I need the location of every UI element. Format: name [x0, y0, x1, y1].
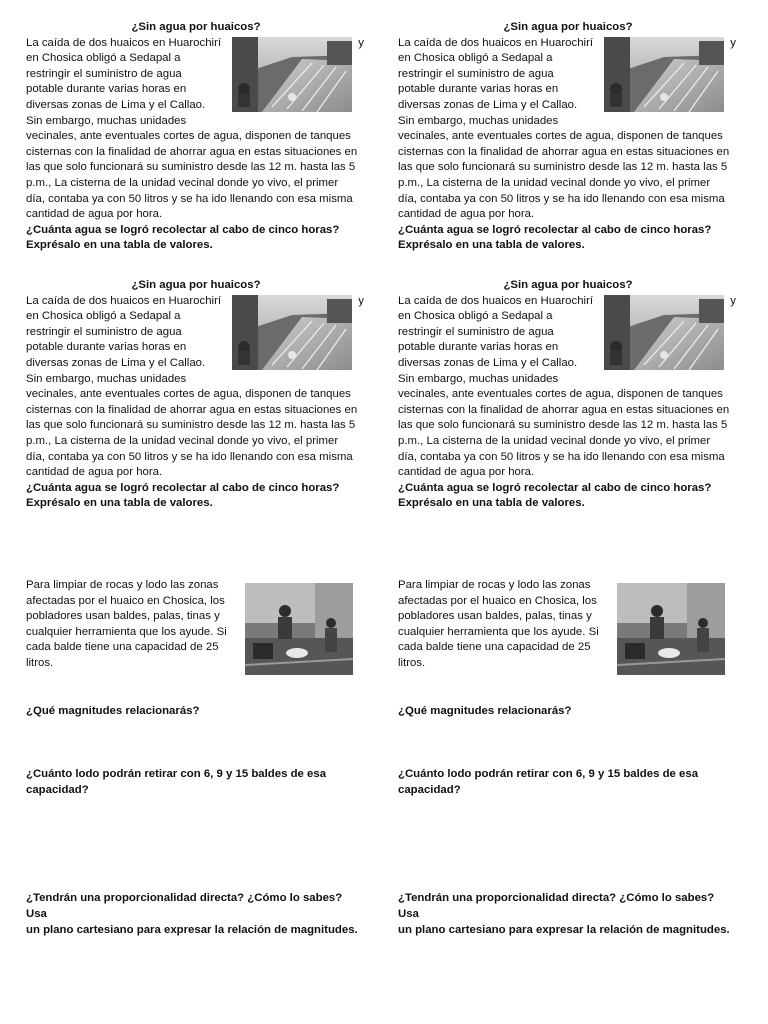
intro-line: potable durante varias horas en	[398, 83, 559, 96]
intro-line: restringir el suministro de agua	[398, 325, 554, 338]
card-question	[26, 223, 366, 254]
intro-line: restringir el suministro de agua	[398, 67, 554, 80]
huaico-card-4	[398, 278, 738, 512]
question-line: ¿Cuánto lodo podrán retirar con 6, 9 y 15 baldes de esa	[26, 768, 327, 780]
card-question	[398, 223, 738, 254]
card-intro	[26, 294, 366, 388]
intro-line: La caída de dos huaicos en Huarochirí	[26, 294, 222, 307]
body-line: cantidad de agua por hora.	[26, 208, 163, 221]
intro-line: Sin embargo, muchas unidades	[26, 372, 187, 385]
cleanup-text	[398, 578, 608, 672]
question-lodo	[26, 766, 366, 798]
body-line: las que solo funcionará su suministro desde las 12 m. hasta las 5	[26, 419, 356, 432]
cleanup-line: cada balde tiene una capacidad de 25	[398, 641, 591, 654]
cleanup-text	[26, 578, 236, 672]
flood-photo	[232, 37, 352, 112]
intro-line: en Chosica obligó a Sedapal a	[26, 52, 181, 65]
cleanup-line: cualquier herramienta que los ayude. Si	[398, 625, 599, 638]
cleanup-line: afectadas por el huaico en Chosica, los	[398, 594, 597, 607]
body-line: día, contaba ya con 50 litros y se ha ido llenando con esa misma	[26, 192, 353, 205]
cleanup-line: afectadas por el huaico en Chosica, los	[26, 594, 225, 607]
question-line: ¿Cuánta agua se logró recolectar al cabo de cinco horas?	[398, 481, 712, 494]
question-line: Exprésalo en una tabla de valores.	[26, 239, 213, 252]
card-body	[398, 129, 738, 223]
cleanup-line: pobladores usan baldes, palas, tinas y	[26, 610, 220, 623]
question-line: un plano cartesiano para expresar la relación de magnitudes.	[26, 924, 358, 936]
intro-line: Sin embargo, muchas unidades	[398, 114, 559, 127]
card-intro	[26, 36, 366, 130]
question-line: Exprésalo en una tabla de valores.	[398, 497, 585, 510]
body-line: cantidad de agua por hora.	[26, 466, 163, 479]
cleanup-photo	[617, 583, 725, 675]
body-line: vecinales, ante eventuales cortes de agua, disponen de tanques	[398, 130, 723, 143]
huaico-card-1	[26, 20, 366, 254]
intro-y: y	[730, 294, 736, 307]
cleanup-photo	[245, 583, 353, 675]
question-proporcionalidad	[26, 890, 366, 938]
intro-line: diversas zonas de Lima y el Callao.	[26, 356, 206, 369]
card-title: ¿Sin agua por huaicos?	[503, 279, 633, 291]
card-body	[26, 129, 366, 223]
card-question	[398, 481, 738, 512]
body-line: cisternas con la finalidad de ahorrar agua en estas situaciones en	[398, 145, 730, 158]
question-line: ¿Tendrán una proporcionalidad directa? ¿Cómo lo sabes? Usa	[398, 892, 715, 920]
question-line: ¿Cuánta agua se logró recolectar al cabo de cinco horas?	[26, 481, 340, 494]
cleanup-line: cualquier herramienta que los ayude. Si	[26, 625, 227, 638]
question-line: ¿Cuánta agua se logró recolectar al cabo de cinco horas?	[26, 223, 340, 236]
body-line: las que solo funcionará su suministro desde las 12 m. hasta las 5	[398, 161, 728, 174]
question-magnitudes: ¿Qué magnitudes relacionarás?	[398, 705, 572, 717]
question-line: Exprésalo en una tabla de valores.	[398, 239, 585, 252]
question-proporcionalidad	[398, 890, 738, 938]
cleanup-card-right	[398, 578, 738, 672]
cleanup-card-left	[26, 578, 366, 672]
intro-line: La caída de dos huaicos en Huarochirí	[398, 294, 594, 307]
question-magnitudes: ¿Qué magnitudes relacionarás?	[26, 705, 200, 717]
question-line: ¿Cuánta agua se logró recolectar al cabo de cinco horas?	[398, 223, 712, 236]
intro-line: restringir el suministro de agua	[26, 67, 182, 80]
intro-line: potable durante varias horas en	[26, 341, 187, 354]
body-line: vecinales, ante eventuales cortes de agua, disponen de tanques	[26, 388, 351, 401]
intro-y: y	[358, 36, 364, 49]
body-line: día, contaba ya con 50 litros y se ha ido llenando con esa misma	[26, 450, 353, 463]
huaico-card-3	[26, 278, 366, 512]
body-line: vecinales, ante eventuales cortes de agua, disponen de tanques	[398, 388, 723, 401]
body-line: cisternas con la finalidad de ahorrar agua en estas situaciones en	[26, 403, 358, 416]
body-line: las que solo funcionará su suministro desde las 12 m. hasta las 5	[26, 161, 356, 174]
cleanup-line: pobladores usan baldes, palas, tinas y	[398, 610, 592, 623]
flood-photo	[604, 295, 724, 370]
question-line: ¿Tendrán una proporcionalidad directa? ¿Cómo lo sabes? Usa	[26, 892, 343, 920]
cleanup-line: litros.	[26, 656, 54, 669]
intro-y: y	[358, 294, 364, 307]
cleanup-line: litros.	[398, 656, 426, 669]
intro-line: Sin embargo, muchas unidades	[398, 372, 559, 385]
body-line: cantidad de agua por hora.	[398, 466, 535, 479]
question-line: capacidad?	[398, 784, 461, 796]
body-line: cantidad de agua por hora.	[398, 208, 535, 221]
card-question	[26, 481, 366, 512]
flood-photo	[232, 295, 352, 370]
intro-line: diversas zonas de Lima y el Callao.	[398, 356, 578, 369]
question-line: un plano cartesiano para expresar la relación de magnitudes.	[398, 924, 730, 936]
body-line: día, contaba ya con 50 litros y se ha ido llenando con esa misma	[398, 450, 725, 463]
card-body	[398, 387, 738, 481]
card-body	[26, 387, 366, 481]
card-title: ¿Sin agua por huaicos?	[131, 279, 261, 291]
intro-line: en Chosica obligó a Sedapal a	[26, 310, 181, 323]
card-title: ¿Sin agua por huaicos?	[503, 21, 633, 33]
intro-line: Sin embargo, muchas unidades	[26, 114, 187, 127]
intro-line: restringir el suministro de agua	[26, 325, 182, 338]
intro-line: La caída de dos huaicos en Huarochirí	[26, 36, 222, 49]
intro-line: diversas zonas de Lima y el Callao.	[398, 98, 578, 111]
body-line: vecinales, ante eventuales cortes de agua, disponen de tanques	[26, 130, 351, 143]
body-line: cisternas con la finalidad de ahorrar agua en estas situaciones en	[398, 403, 730, 416]
intro-y: y	[730, 36, 736, 49]
body-line: p.m., La cisterna de la unidad vecinal donde yo vivo, el primer	[398, 434, 711, 447]
body-line: día, contaba ya con 50 litros y se ha ido llenando con esa misma	[398, 192, 725, 205]
intro-line: en Chosica obligó a Sedapal a	[398, 52, 553, 65]
intro-line: en Chosica obligó a Sedapal a	[398, 310, 553, 323]
body-line: las que solo funcionará su suministro desde las 12 m. hasta las 5	[398, 419, 728, 432]
flood-photo	[604, 37, 724, 112]
cleanup-line: Para limpiar de rocas y lodo las zonas	[398, 579, 591, 591]
intro-line: La caída de dos huaicos en Huarochirí	[398, 36, 594, 49]
card-intro	[398, 36, 738, 130]
intro-line: potable durante varias horas en	[26, 83, 187, 96]
body-line: p.m., La cisterna de la unidad vecinal donde yo vivo, el primer	[26, 434, 339, 447]
question-lodo	[398, 766, 738, 798]
body-line: cisternas con la finalidad de ahorrar agua en estas situaciones en	[26, 145, 358, 158]
question-line: Exprésalo en una tabla de valores.	[26, 497, 213, 510]
huaico-card-2	[398, 20, 738, 254]
intro-line: potable durante varias horas en	[398, 341, 559, 354]
question-line: ¿Cuánto lodo podrán retirar con 6, 9 y 15 baldes de esa	[398, 768, 699, 780]
cleanup-line: Para limpiar de rocas y lodo las zonas	[26, 579, 219, 591]
question-line: capacidad?	[26, 784, 89, 796]
body-line: p.m., La cisterna de la unidad vecinal donde yo vivo, el primer	[26, 176, 339, 189]
intro-line: diversas zonas de Lima y el Callao.	[26, 98, 206, 111]
card-title: ¿Sin agua por huaicos?	[131, 21, 261, 33]
cleanup-line: cada balde tiene una capacidad de 25	[26, 641, 219, 654]
body-line: p.m., La cisterna de la unidad vecinal donde yo vivo, el primer	[398, 176, 711, 189]
card-intro	[398, 294, 738, 388]
